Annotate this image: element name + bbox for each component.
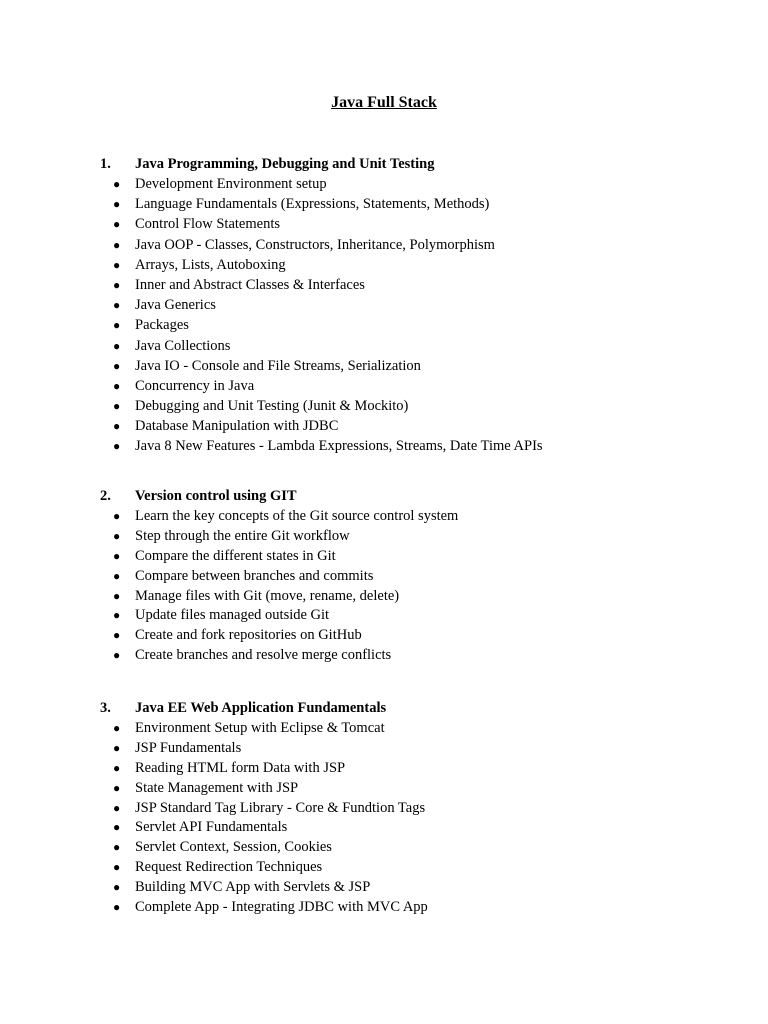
section-heading [0, 698, 768, 718]
list-item-text: Reading HTML form Data with JSP [135, 759, 346, 776]
list-item-text: Java IO - Console and File Streams, Serialization [135, 357, 421, 374]
bullet-list [0, 506, 768, 665]
list-item-text: JSP Fundamentals [135, 739, 242, 756]
bullet-icon: ● [113, 721, 121, 735]
bullet-icon: ● [113, 439, 121, 454]
document-title [0, 93, 768, 113]
list-item-text: Update files managed outside Git [135, 607, 330, 624]
section-heading [0, 486, 768, 506]
list-item [0, 194, 768, 214]
bullet-icon: ● [113, 419, 121, 434]
list-item [0, 235, 768, 255]
list-item [0, 877, 768, 897]
bullet-icon: ● [113, 880, 121, 895]
bullet-icon: ● [113, 298, 121, 313]
bullet-icon: ● [113, 608, 121, 623]
bullet-icon: ● [113, 548, 121, 563]
list-item [0, 255, 768, 275]
list-item [0, 645, 768, 665]
list-item [0, 376, 768, 396]
list-item [0, 897, 768, 917]
bullet-list [0, 174, 768, 457]
list-item-text: Step through the entire Git workflow [135, 527, 350, 544]
list-item-text: Compare between branches and commits [135, 567, 374, 584]
list-item-text: Create and fork repositories on GitHub [135, 627, 362, 644]
list-item [0, 214, 768, 234]
bullet-icon: ● [113, 277, 121, 292]
list-item-text: Request Redirection Techniques [135, 859, 323, 876]
section-number: 3. [100, 700, 111, 716]
list-item [0, 837, 768, 857]
section-number: 2. [100, 488, 111, 504]
bullet-list [0, 718, 768, 917]
section-heading [0, 154, 768, 174]
list-item [0, 315, 768, 335]
list-item [0, 778, 768, 798]
list-item [0, 526, 768, 546]
list-item-text: Java Collections [135, 337, 231, 354]
section-number: 1. [100, 156, 111, 172]
list-item [0, 758, 768, 778]
bullet-icon: ● [113, 900, 121, 915]
list-item-text: Concurrency in Java [135, 377, 255, 394]
bullet-icon: ● [113, 257, 121, 272]
list-item [0, 798, 768, 818]
list-item-text: Control Flow Statements [135, 216, 280, 233]
list-item [0, 275, 768, 295]
list-item [0, 586, 768, 606]
list-item-text: Manage files with Git (move, rename, delete) [135, 587, 400, 604]
section-java-ee [0, 698, 768, 917]
list-item-text: Arrays, Lists, Autoboxing [135, 256, 286, 273]
list-item-text: Java 8 New Features - Lambda Expressions, Streams, Date Time APIs [135, 438, 543, 455]
list-item [0, 506, 768, 526]
list-item [0, 546, 768, 566]
list-item-text: Compare the different states in Git [135, 547, 336, 564]
bullet-icon: ● [113, 648, 121, 663]
list-item [0, 566, 768, 586]
list-item-text: JSP Standard Tag Library - Core & Fundtion Tags [135, 799, 426, 816]
bullet-icon: ● [113, 780, 121, 795]
bullet-icon: ● [113, 860, 121, 875]
bullet-icon: ● [113, 338, 121, 353]
section-title: Version control using GIT [135, 488, 297, 504]
bullet-icon: ● [113, 568, 121, 583]
bullet-icon: ● [113, 528, 121, 543]
list-item [0, 625, 768, 645]
list-item-text: Learn the key concepts of the Git source control system [135, 508, 459, 524]
list-item [0, 396, 768, 416]
list-item [0, 718, 768, 738]
section-java-programming [0, 154, 768, 457]
list-item [0, 857, 768, 877]
bullet-icon: ● [113, 740, 121, 755]
list-item [0, 605, 768, 625]
list-item-text: Servlet API Fundamentals [135, 819, 288, 836]
bullet-icon: ● [113, 237, 121, 252]
list-item-text: Development Environment setup [135, 176, 327, 192]
list-item-text: Packages [135, 317, 189, 334]
list-item [0, 817, 768, 837]
list-item [0, 295, 768, 315]
list-item-text: Environment Setup with Eclipse & Tomcat [135, 720, 385, 736]
list-item [0, 738, 768, 758]
list-item-text: Debugging and Unit Testing (Junit & Mockito) [135, 398, 409, 415]
document-title-text: Java Full Stack [331, 94, 437, 111]
bullet-icon: ● [113, 820, 121, 835]
bullet-icon: ● [113, 358, 121, 373]
bullet-icon: ● [113, 840, 121, 855]
bullet-icon: ● [113, 628, 121, 643]
list-item-text: Create branches and resolve merge conflicts [135, 647, 392, 664]
list-item-text: Java OOP - Classes, Constructors, Inheritance, Polymorphism [135, 236, 495, 253]
bullet-icon: ● [113, 800, 121, 815]
list-item [0, 174, 768, 194]
list-item-text: Building MVC App with Servlets & JSP [135, 879, 371, 896]
section-title: Java Programming, Debugging and Unit Testing [135, 156, 435, 172]
list-item-text: Language Fundamentals (Expressions, Statements, Methods) [135, 196, 490, 213]
bullet-icon: ● [113, 378, 121, 393]
list-item [0, 436, 768, 456]
list-item [0, 356, 768, 376]
bullet-icon: ● [113, 509, 121, 523]
list-item-text: Java Generics [135, 297, 216, 314]
list-item-text: Database Manipulation with JDBC [135, 418, 339, 435]
bullet-icon: ● [113, 177, 121, 191]
list-item [0, 336, 768, 356]
list-item-text: Inner and Abstract Classes & Interfaces [135, 276, 365, 293]
section-title: Java EE Web Application Fundamentals [135, 700, 387, 716]
bullet-icon: ● [113, 217, 121, 232]
list-item-text: Complete App - Integrating JDBC with MVC App [135, 899, 428, 916]
bullet-icon: ● [113, 588, 121, 603]
list-item-text: Servlet Context, Session, Cookies [135, 839, 332, 856]
bullet-icon: ● [113, 318, 121, 333]
list-item [0, 416, 768, 436]
bullet-icon: ● [113, 197, 121, 212]
list-item-text: State Management with JSP [135, 779, 299, 796]
section-version-control [0, 486, 768, 665]
bullet-icon: ● [113, 399, 121, 414]
bullet-icon: ● [113, 760, 121, 775]
